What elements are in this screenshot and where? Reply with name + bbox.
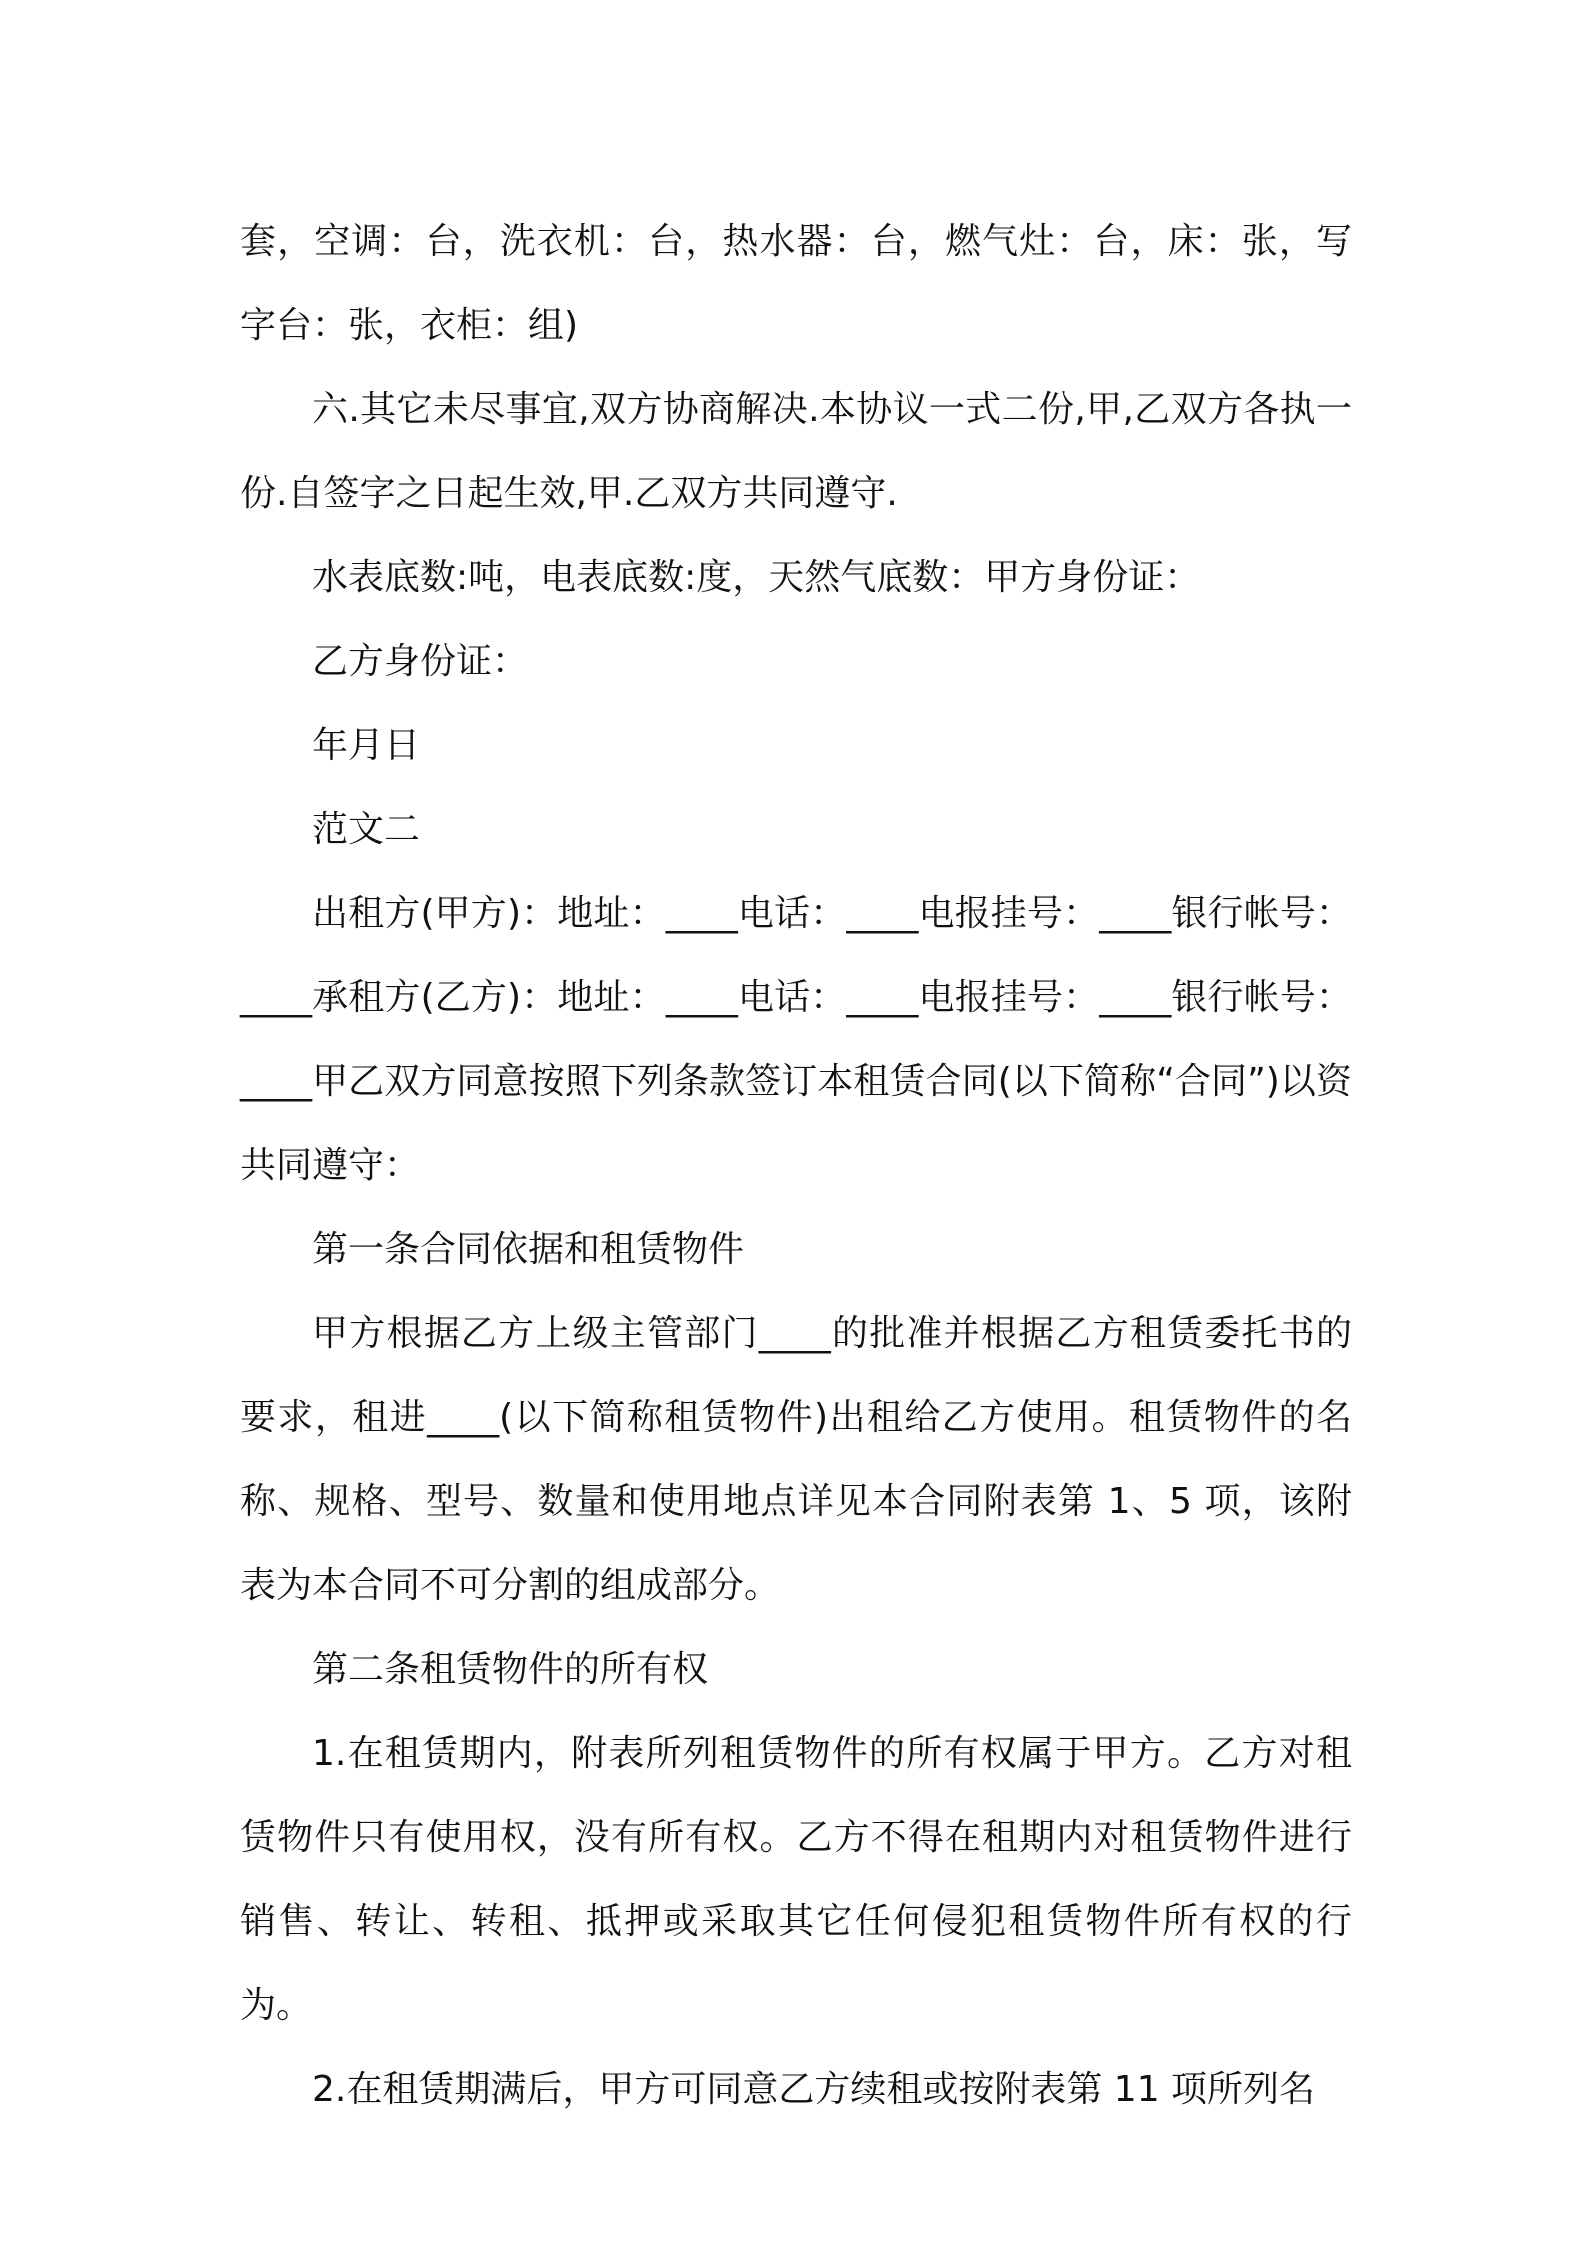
paragraph-parties-info: 出租方(甲方)：地址：____电话：____电报挂号：____银行帐号：____承租方(乙方)：地址：____电话：____电报挂号：____银行帐号：____甲乙双方同意按照下列条款签订本租赁合同(以下简称“合同”)以资共同遵守： [240,893,1352,1186]
document-body [240,200,1352,2132]
paragraph-date: 年月日 [312,725,421,766]
section-heading-sample-two: 范文二 [312,809,421,850]
paragraph-appliance-list: 套，空调：台，洗衣机：台，热水器：台，燃气灶：台，床：张，写字台：张，衣柜：组) [240,221,1352,346]
article-heading-one: 第一条合同依据和租赁物件 [312,1229,745,1270]
paragraph-clause-six: 六.其它未尽事宜,双方协商解决.本协议一式二份,甲,乙双方各执一份.自签字之日起生效,甲.乙双方共同遵守. [240,389,1352,514]
paragraph-meter-readings: 水表底数:吨，电表底数:度，天然气底数：甲方身份证： [312,557,1201,598]
article-heading-two: 第二条租赁物件的所有权 [312,1649,709,1690]
paragraph-party-b-id: 乙方身份证： [312,641,529,682]
paragraph-ownership-clause-1: 1.在租赁期内，附表所列租赁物件的所有权属于甲方。乙方对租赁物件只有使用权，没有所有权。乙方不得在租期内对租赁物件进行销售、转让、转租、抵押或采取其它任何侵犯租赁物件所有权的行为。 [240,1733,1352,2026]
paragraph-ownership-clause-2: 2.在租赁期满后，甲方可同意乙方续租或按附表第 11 项所列名 [312,2069,1316,2110]
paragraph-article-one-body: 甲方根据乙方上级主管部门____的批准并根据乙方租赁委托书的要求，租进____(以下简称租赁物件)出租给乙方使用。租赁物件的名称、规格、型号、数量和使用地点详见本合同附表第 1、5 项，该附表为本合同不可分割的组成部分。 [240,1313,1352,1606]
